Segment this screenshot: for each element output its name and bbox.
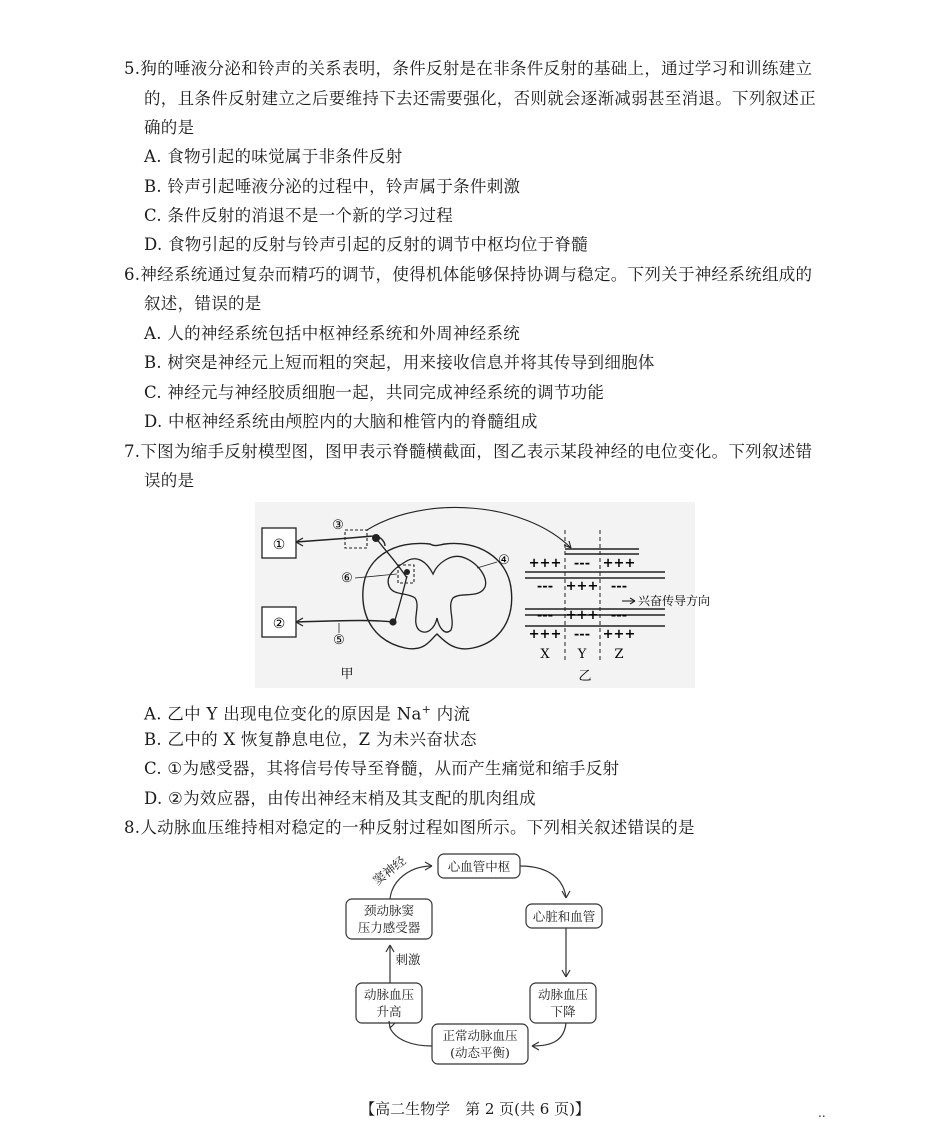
q7-line-1: 7.下图为缩手反射模型图，图甲表示脊髓横截面，图乙表示某段神经的电位变化。下列叙述错 (124, 442, 813, 461)
label-6: ⑥ (341, 571, 353, 586)
figure-background (255, 502, 695, 688)
diagram-rise-text-2: 升高 (376, 1004, 402, 1019)
arrow-center-heart (520, 866, 566, 898)
zone-y: Y (577, 647, 587, 662)
q5-line-1: 5.狗的唾液分泌和铃声的关系表明，条件反射是在非条件反射的基础上，通过学习和训练建立 (124, 59, 813, 78)
charge-r2-z: --- (610, 579, 628, 594)
charge-r2-x: --- (536, 579, 554, 594)
zone-z: Z (614, 647, 624, 662)
diagram-drop-text-2: 下降 (550, 1004, 576, 1019)
interneuron-dot (404, 569, 410, 575)
q5-number: 5. (124, 59, 141, 78)
diagram-normal-text-1: 正常动脉血压 (442, 1028, 518, 1043)
q6-option-d: D. 中枢神经系统由颅腔内的大脑和椎管内的脊髓组成 (144, 412, 538, 431)
q7-option-b: B. 乙中的 X 恢复静息电位，Z 为未兴奋状态 (144, 730, 477, 749)
label-4: ④ (498, 553, 510, 568)
label-1: ① (272, 537, 286, 553)
q5-option-b: B. 铃声引起唾液分泌的过程中，铃声属于条件刺激 (144, 177, 521, 196)
q6-number: 6. (124, 265, 141, 284)
diagram-receptor-text-2: 压力感受器 (357, 920, 421, 935)
diagram-center-text: 心血管中枢 (447, 859, 511, 874)
charge-r1-x: +++ (528, 556, 562, 571)
q6-line-2: 叙述，错误的是 (144, 294, 262, 313)
q7-option-d: D. ②为效应器，由传出神经末梢及其支配的肌肉组成 (144, 789, 536, 808)
q6-line-1: 6.神经系统通过复杂而精巧的调节，使得机体能够保持协调与稳定。下列关于神经系统组成的 (124, 265, 813, 284)
diagram-receptor-text-1: 颈动脉窦 (363, 903, 415, 918)
direction-label: 兴奋传导方向 (638, 594, 711, 608)
arrowhead-4 (389, 1021, 395, 1028)
q8-number: 8. (124, 818, 141, 837)
charge-r2-y: +++ (565, 579, 599, 594)
diagram-rise-text-1: 动脉血压 (363, 987, 415, 1002)
q5-line-3: 确的是 (144, 118, 195, 137)
q7-number: 7. (124, 442, 141, 461)
charge-r1-z: +++ (602, 556, 636, 571)
charge-r4-y: --- (573, 627, 591, 642)
footer-mark: .. (818, 1106, 826, 1120)
page-footer: 【高二生物学 第 2 页(共 6 页)】 (360, 1100, 590, 1118)
caption-jia: 甲 (340, 667, 354, 682)
q7-line-2: 误的是 (144, 471, 195, 490)
reflex-figure (255, 502, 711, 688)
charge-r4-z: +++ (602, 627, 636, 642)
q5-option-d: D. 食物引起的反射与铃声引起的反射的调节中枢均位于脊髓 (144, 235, 589, 254)
label-5: ⑤ (333, 633, 345, 648)
label-3: ③ (332, 518, 344, 533)
q6-option-a: A. 人的神经系统包括中枢神经系统和外周神经系统 (144, 324, 521, 343)
q6-option-b: B. 树突是神经元上短而粗的突起，用来接收信息并将其传导到细胞体 (144, 353, 655, 372)
q7-option-c: C. ①为感受器，其将信号传导至脊髓，从而产生痛觉和缩手反射 (144, 759, 620, 778)
q5-option-c: C. 条件反射的消退不是一个新的学习过程 (144, 206, 454, 225)
q5-option-a: A. 食物引起的味觉属于非条件反射 (144, 147, 403, 166)
blood-pressure-reflex-diagram (340, 846, 620, 1066)
diagram-stimulus-text: 刺激 (395, 952, 421, 967)
charge-r1-y: --- (573, 556, 591, 571)
zone-x: X (540, 647, 550, 662)
charge-r4-x: +++ (528, 627, 562, 642)
diagram-nerve-text: 窦神经 (369, 852, 409, 888)
charge-r3-y: +++ (565, 608, 599, 623)
diagram-drop-text-1: 动脉血压 (537, 987, 589, 1002)
charge-r3-z: --- (610, 608, 628, 623)
q5-line-2: 的，且条件反射建立之后要维持下去还需要强化，否则就会逐渐减弱甚至消退。下列叙述正 (144, 89, 816, 108)
caption-yi: 乙 (578, 669, 592, 684)
q6-option-c: C. 神经元与神经胶质细胞一起，共同完成神经系统的调节功能 (144, 383, 605, 402)
diagram-heart-text: 心脏和血管 (532, 909, 596, 924)
q7-option-a: A. 乙中 Y 出现电位变化的原因是 Na+ 内流 (144, 703, 471, 724)
q8-line-1: 8.人动脉血压维持相对稳定的一种反射过程如图所示。下列相关叙述错误的是 (124, 818, 695, 837)
arrow-normal-rise (390, 1028, 432, 1046)
diagram-normal-text-2: (动态平衡) (450, 1045, 510, 1060)
label-2: ② (272, 616, 286, 632)
charge-r3-x: --- (536, 608, 554, 623)
